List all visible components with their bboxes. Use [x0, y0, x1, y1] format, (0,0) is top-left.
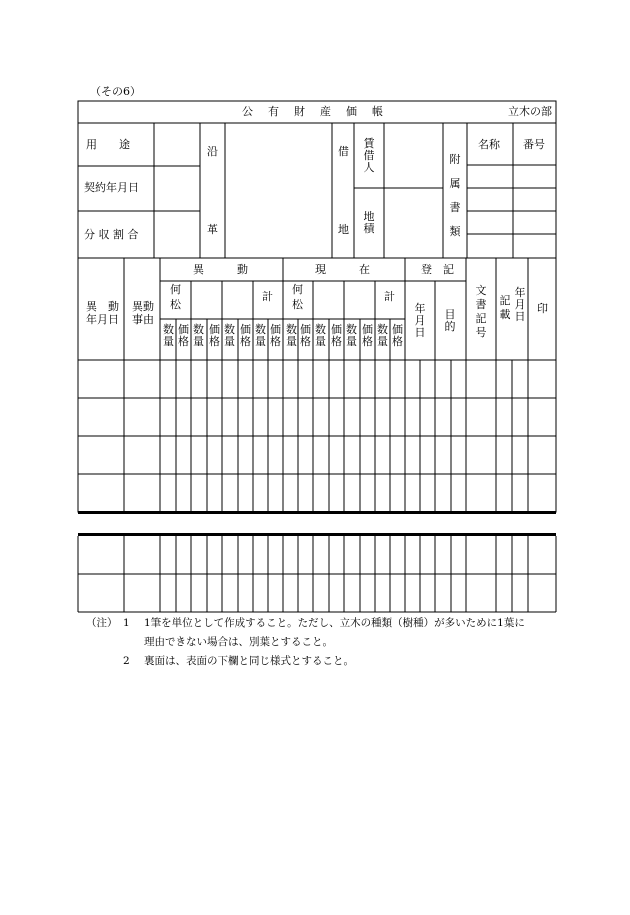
page-label: （その6） — [90, 85, 141, 98]
note-1-line-1: 1筆を単位として作成すること。ただし、立木の種類（樹種）が多いために1葉に — [144, 617, 525, 629]
quantity-header: 数 量 — [193, 323, 204, 348]
note-2-number: 2 — [123, 655, 130, 667]
quantity-header: 数 量 — [315, 323, 326, 348]
note-1-line-2: 理由できない場合は、別葉とすること。 — [144, 636, 333, 648]
change-species-2: 松 — [170, 298, 181, 311]
quantity-header: 数 量 — [224, 323, 235, 348]
current-species-2: 松 — [292, 298, 303, 311]
registration-purpose-header: 目 的 — [444, 308, 456, 333]
current-group-header: 現 在 — [315, 263, 370, 276]
quantity-header: 数 量 — [255, 323, 266, 348]
note-2-text: 裏面は、表面の下欄と同じ様式とすること。 — [144, 655, 354, 667]
price-header: 価 格 — [300, 323, 311, 348]
share-ratio-label: 分 収 割 合 — [84, 228, 139, 241]
price-header: 価 格 — [270, 323, 281, 348]
registration-group-header: 登 記 — [421, 263, 454, 276]
document-number-header: 文 書 記 号 — [475, 284, 487, 339]
current-total-header: 計 — [384, 290, 395, 303]
registration-date-header: 年 月 日 — [414, 302, 426, 339]
price-header: 価 格 — [178, 323, 189, 348]
lessor-label: 賃 借 人 — [363, 137, 375, 174]
price-header: 価 格 — [362, 323, 373, 348]
change-date-header: 異 動 年月日 — [86, 300, 119, 326]
shakuchi-label-top: 借 — [338, 145, 349, 158]
price-header: 価 格 — [331, 323, 342, 348]
quantity-header: 数 量 — [377, 323, 388, 348]
land-area-label: 地 積 — [363, 210, 375, 235]
usage-label: 用 途 — [86, 138, 130, 151]
title-right: 立木の部 — [508, 105, 552, 118]
entry-date-header: 年 月 日 — [514, 286, 526, 323]
attached-docs-label: 附 属 書 類 — [449, 153, 461, 238]
quantity-header: 数 量 — [286, 323, 297, 348]
enkaku-label-bottom: 革 — [207, 223, 218, 236]
form-title: 公 有 財 産 価 帳 — [242, 105, 385, 118]
quantity-header: 数 量 — [163, 323, 174, 348]
entry-header: 記 載 — [499, 294, 511, 321]
name-header: 名称 — [478, 138, 500, 151]
notes-label: （注） — [86, 617, 118, 629]
price-header: 価 格 — [209, 323, 220, 348]
change-total-header: 計 — [262, 290, 273, 303]
change-reason-header: 異動 事由 — [132, 300, 154, 326]
seal-header: 印 — [537, 302, 548, 315]
price-header: 価 格 — [392, 323, 403, 348]
change-group-header: 異 動 — [193, 263, 248, 276]
note-1-number: 1 — [123, 617, 130, 629]
contract-date-label: 契約年月日 — [84, 181, 139, 194]
current-species-1: 何 — [292, 283, 303, 296]
enkaku-label-top: 沿 — [207, 145, 218, 158]
change-species-1: 何 — [170, 283, 181, 296]
shakuchi-label-bottom: 地 — [338, 223, 349, 236]
quantity-header: 数 量 — [346, 323, 357, 348]
price-header: 価 格 — [240, 323, 251, 348]
number-header: 番号 — [523, 138, 545, 151]
